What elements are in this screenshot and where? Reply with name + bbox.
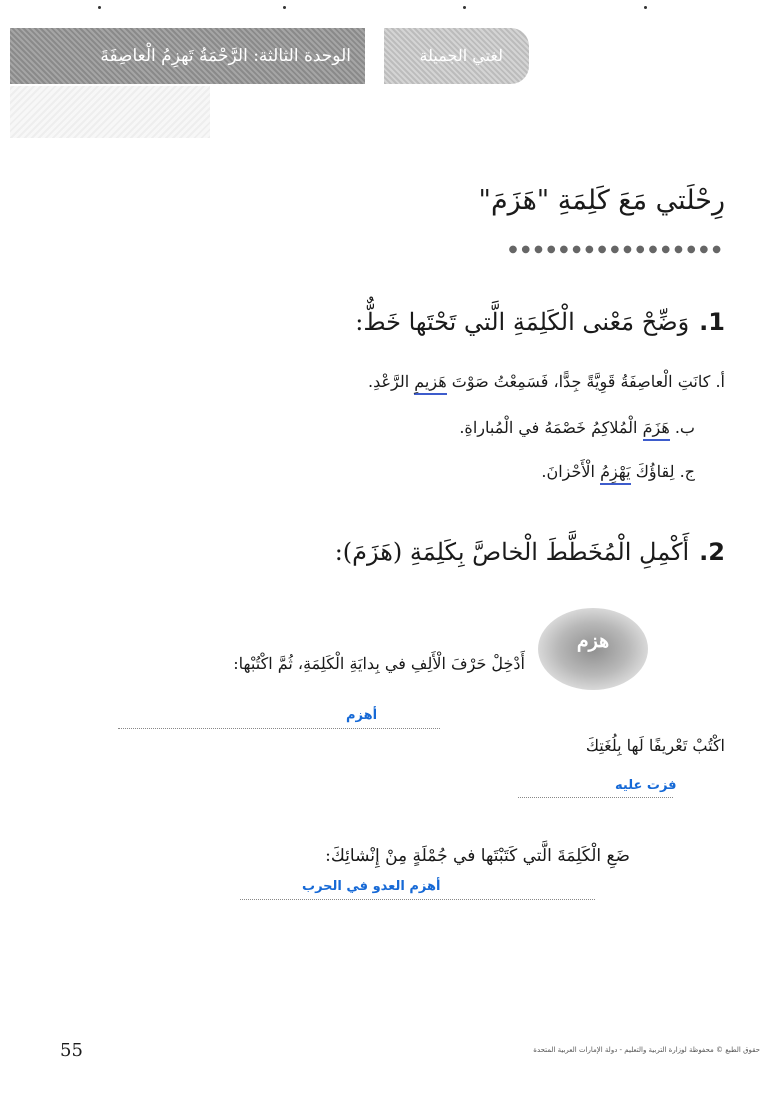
sentence-answer[interactable]: أهزم العدو في الحرب [302, 879, 441, 894]
definition-prompt: اكْتُبْ تَعْريفًا لَها بِلُغَتِكَ [585, 736, 725, 755]
q1-item-b [459, 418, 695, 437]
q1-item-b-prefix: ب. [674, 418, 695, 437]
sentence-prompt: ضَعِ الْكَلِمَةَ الَّتي كَتَبْتَها في جُمْلَةٍ مِنْ إِنْشائِكَ: [325, 846, 630, 866]
title-divider: ●●●●●●●●●●●●●●●●● [508, 244, 725, 255]
word-cloud-label: هزم [576, 630, 610, 652]
lesson-title: رِحْلَتي مَعَ كَلِمَةِ "هَزَمَ" [478, 185, 725, 216]
question-2-heading [335, 538, 725, 566]
page-number: 55 [60, 1040, 83, 1061]
definition-answer[interactable]: فزت عليه [615, 778, 677, 793]
q1-item-a-text-end: الرَّعْدِ. [368, 372, 410, 391]
section-tab [384, 28, 529, 84]
question-1-number: 1. [699, 308, 725, 336]
q1-item-c-prefix: ج. [679, 462, 695, 481]
scan-speck [283, 6, 286, 9]
q1-item-c-text-end: الْأَحْزانَ. [541, 462, 595, 481]
question-1-heading [355, 308, 725, 336]
q1-item-c-underlined-word: يَهْزِمُ [600, 462, 631, 485]
q1-item-c-text: لِقاؤُكَ [635, 462, 675, 481]
definition-answer-line [518, 797, 673, 798]
q1-item-b-underlined-word: هَزَمَ [643, 418, 670, 441]
q1-item-a-text: كانَتِ الْعاصِفَةُ قَوِيَّةً جِدًّا، فَسَمِعْتُ صَوْتَ [451, 372, 711, 391]
alef-prompt: أَدْخِلْ حَرْفَ الْأَلِفِ في بِدايَةِ الْكَلِمَةِ، ثُمَّ اكْتُبْها: [233, 654, 525, 673]
copyright-note: حقوق الطبع © محفوظة لوزارة التربية والتعليم - دولة الإمارات العربية المتحدة [533, 1046, 760, 1054]
scan-speck [463, 6, 466, 9]
q1-item-b-text: الْمُلاكِمُ خَصْمَهُ في الْمُباراةِ. [459, 418, 638, 437]
question-1-prompt: وَضِّحْ مَعْنى الْكَلِمَةِ الَّتي تَحْتَها خَطٌّ: [355, 308, 690, 336]
banner-texture [10, 86, 210, 138]
sentence-answer-line [240, 899, 595, 900]
alef-answer-line [118, 728, 440, 729]
question-2-prompt: أَكْمِلِ الْمُخَطَّطَ الْخاصَّ بِكَلِمَةِ (هَزَمَ): [334, 538, 690, 566]
q1-item-a-prefix: أ. [715, 372, 725, 391]
scan-speck [98, 6, 101, 9]
scan-speck [644, 6, 647, 9]
unit-title-banner [10, 28, 365, 84]
alef-answer[interactable]: أهزم [346, 708, 378, 723]
question-2-number: 2. [699, 538, 725, 566]
q1-item-a-underlined-word: هَزيمِ [414, 372, 446, 395]
q1-item-c [541, 462, 695, 481]
unit-title: الوحدة الثالثة: الرَّحْمَةُ تَهزِمُ الْعاصِفَةَ [100, 46, 351, 66]
q1-item-a [368, 372, 725, 391]
section-tab-label: لغتي الجميلة [419, 46, 503, 65]
